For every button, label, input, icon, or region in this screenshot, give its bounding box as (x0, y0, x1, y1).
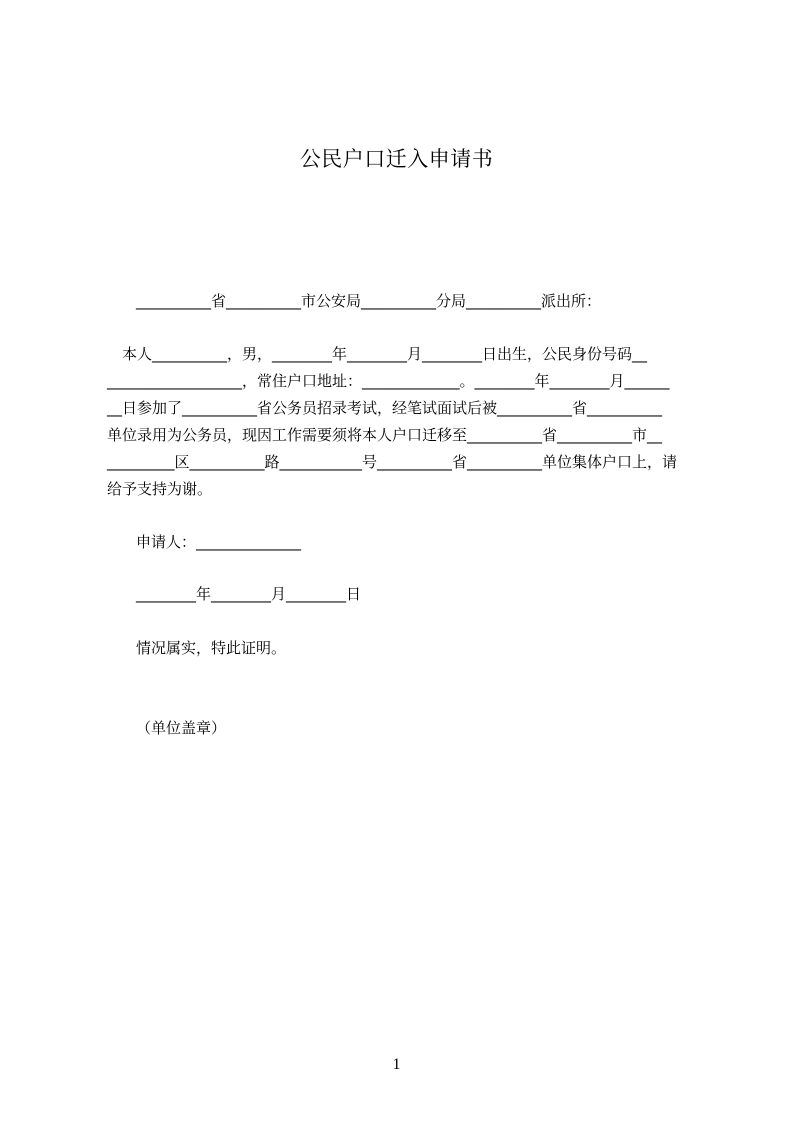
date-line: ________年________月________日 (136, 585, 362, 603)
body-line: _________区__________路___________号__________省__________单位集体户口上，请 (107, 453, 678, 471)
certification-statement: 情况属实，特此证明。 (136, 639, 287, 657)
document-title: 公民户口迁入申请书 (299, 147, 494, 171)
addressee-line: __________省__________市公安局__________分局__________派出所： (136, 292, 602, 310)
seal-placeholder: （单位盖章） (136, 719, 227, 737)
page-number: 1 (392, 1056, 401, 1073)
body-line: 本人__________，男，________年________月________日出生，公民身份号码__ (107, 345, 648, 363)
applicant-signature-line: 申请人：______________ (136, 533, 302, 551)
body-line: 给予支持为谢。 (107, 480, 213, 498)
body-line: __日参加了__________省公务员招录考试，经笔试面试后被__________省__________ (107, 399, 663, 417)
body-line: __________________，常住户口地址：_____________。________年________月______ (107, 372, 670, 390)
body-line: 单位录用为公务员，现因工作需要须将本人户口迁移至__________省__________市__ (107, 426, 663, 444)
